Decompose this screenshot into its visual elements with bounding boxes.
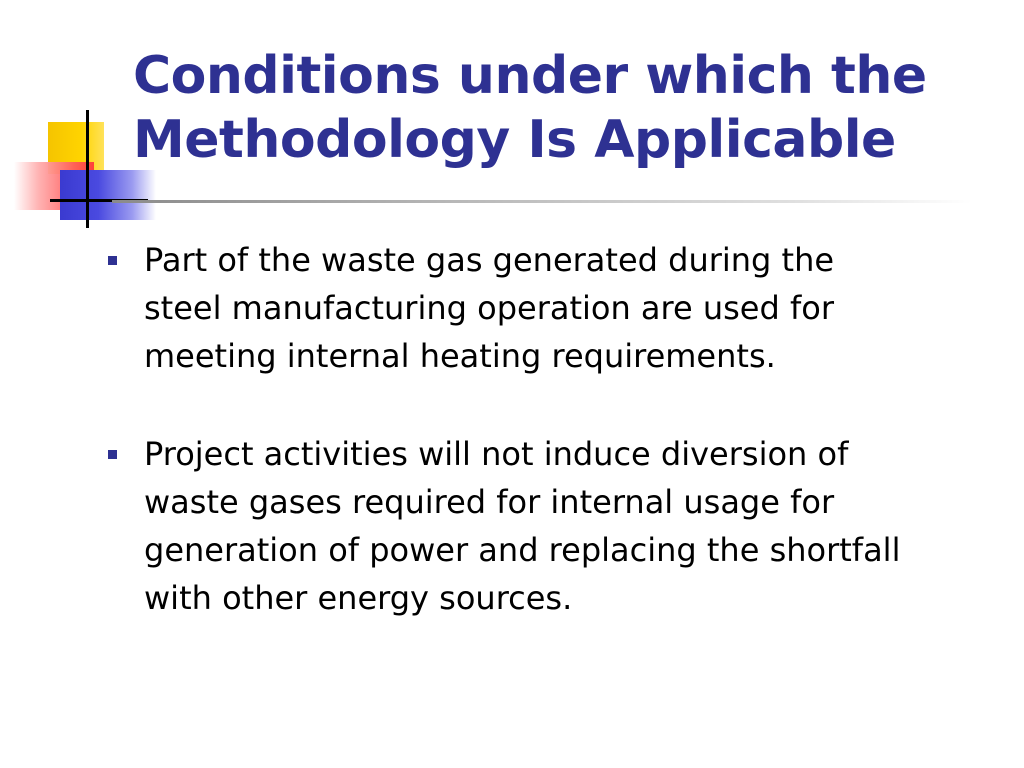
bullet-text: [144, 430, 985, 622]
bullet-text: [144, 236, 985, 380]
title-underline-rule: [112, 200, 972, 203]
bullet-line: waste gases required for internal usage for: [144, 483, 835, 521]
bullet-square-icon: [108, 256, 117, 265]
bullet-list: [105, 236, 985, 672]
bullet-line: Project activities will not induce diversion of: [144, 435, 849, 473]
bullet-line: meeting internal heating requirements.: [144, 337, 776, 375]
bullet-item: [105, 430, 985, 622]
bullet-line: Part of the waste gas generated during the: [144, 241, 835, 279]
bullet-square-icon: [108, 450, 117, 459]
decor-blue-square: [60, 170, 156, 220]
bullet-item: [105, 236, 985, 380]
bullet-line: steel manufacturing operation are used for: [144, 289, 834, 327]
slide-title-line: Methodology Is Applicable: [133, 110, 896, 170]
bullet-line: with other energy sources.: [144, 579, 573, 617]
slide-title-line: Conditions under which the: [133, 46, 927, 106]
slide-title: [133, 44, 1013, 172]
decor-vertical-line: [86, 110, 89, 228]
bullet-line: generation of power and replacing the shortfall: [144, 531, 901, 569]
